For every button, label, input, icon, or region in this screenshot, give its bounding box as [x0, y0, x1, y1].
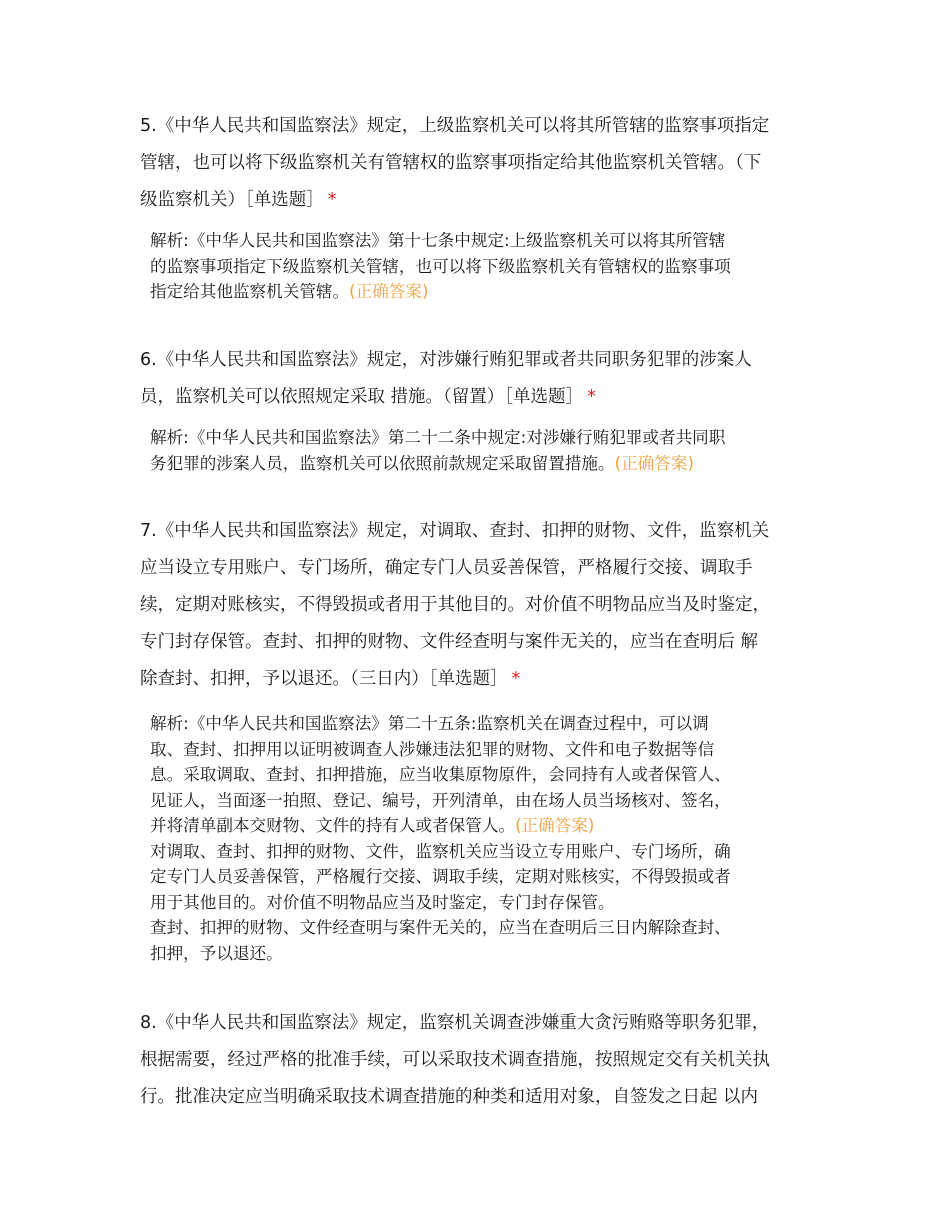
analysis-line-text: 务犯罪的涉案人员，监察机关可以依照前款规定采取留置措施。	[150, 453, 615, 473]
analysis-line: 取、查封、扣押用以证明被调查人涉嫌违法犯罪的财物、文件和电子数据等信	[150, 739, 715, 759]
question-line-text: 级监察机关）［单选题］	[140, 190, 324, 210]
question-8	[140, 1005, 770, 1116]
question-6	[140, 342, 752, 416]
question-line: 行。批准决定应当明确采取技术调查措施的种类和适用对象，自签发之日起 以内	[140, 1087, 759, 1107]
analysis-line	[150, 451, 725, 477]
analysis-5	[150, 228, 731, 305]
required-marker: *	[511, 669, 521, 689]
analysis-line-text: 并将清单副本交财物、文件的持有人或者保管人。	[150, 816, 516, 835]
analysis-7	[150, 711, 731, 966]
question-line: 续，定期对账核实，不得毁损或者用于其他目的。对价值不明物品应当及时鉴定，	[140, 595, 770, 615]
correct-answer-label: (正确答案)	[515, 816, 595, 835]
question-line: 管辖，也可以将下级监察机关有管辖权的监察事项指定给其他监察机关管辖。（下	[140, 153, 762, 173]
analysis-line: 用于其他目的。对价值不明物品应当及时鉴定，专门封存保管。	[150, 892, 615, 912]
analysis-line-text: 指定给其他监察机关管辖。	[150, 282, 350, 301]
question-line: 专门封存保管。查封、扣押的财物、文件经查明与案件无关的，应当在查明后 解	[140, 632, 759, 652]
question-line	[140, 379, 752, 416]
required-marker: *	[587, 387, 596, 407]
correct-answer-label: (正确答案)	[614, 453, 694, 473]
analysis-line: 解析:《中华人民共和国监察法》第十七条中规定:上级监察机关可以将其所管辖	[150, 231, 726, 250]
question-line	[140, 661, 770, 698]
question-line-text: 除查封、扣押，予以退还。（三日内）［单选题］	[140, 669, 508, 689]
question-line: 6.《中华人民共和国监察法》规定，对涉嫌行贿犯罪或者共同职务犯罪的涉案人	[140, 350, 752, 370]
question-line	[140, 182, 769, 219]
analysis-line: 见证人，当面逐一拍照、登记、编号，开列清单，由在场人员当场核对、签名，	[150, 790, 731, 810]
question-line-text: 员，监察机关可以依照规定采取 措施。（留置）［单选题］	[140, 387, 584, 407]
question-line: 7.《中华人民共和国监察法》规定，对调取、查封、扣押的财物、文件，监察机关	[140, 521, 770, 541]
analysis-6	[150, 425, 725, 476]
analysis-line	[150, 813, 731, 839]
question-line: 5.《中华人民共和国监察法》规定，上级监察机关可以将其所管辖的监察事项指定	[140, 116, 770, 136]
analysis-line: 的监察事项指定下级监察机关管辖，也可以将下级监察机关有管辖权的监察事项	[150, 256, 731, 276]
question-line: 8.《中华人民共和国监察法》规定，监察机关调查涉嫌重大贪污贿赂等职务犯罪，	[140, 1013, 770, 1033]
question-5	[140, 108, 769, 219]
analysis-line: 查封、扣押的财物、文件经查明与案件无关的，应当在查明后三日内解除查封、	[150, 918, 731, 937]
question-line: 应当设立专用账户、专门场所，确定专门人员妥善保管，严格履行交接、调取手	[140, 558, 753, 578]
question-line: 根据需要，经过严格的批准手续，可以采取技术调查措施，按照规定交有关机关执	[140, 1050, 770, 1070]
analysis-line: 息。采取调取、查封、扣押措施，应当收集原物原件，会同持有人或者保管人、	[150, 765, 731, 784]
analysis-line: 解析:《中华人民共和国监察法》第二十二条中规定:对涉嫌行贿犯罪或者共同职	[150, 428, 726, 447]
analysis-line: 定专门人员妥善保管，严格履行交接、调取手续，定期对账核实，不得毁损或者	[150, 867, 731, 886]
analysis-line	[150, 279, 731, 305]
correct-answer-label: (正确答案)	[349, 282, 429, 301]
analysis-line: 解析:《中华人民共和国监察法》第二十五条:监察机关在调查过程中，可以调	[150, 714, 709, 733]
question-7	[140, 513, 770, 698]
analysis-line: 对调取、查封、扣押的财物、文件，监察机关应当设立专用账户、专门场所，确	[150, 841, 731, 861]
analysis-line: 扣押，予以退还。	[150, 943, 283, 963]
required-marker: *	[327, 190, 337, 210]
